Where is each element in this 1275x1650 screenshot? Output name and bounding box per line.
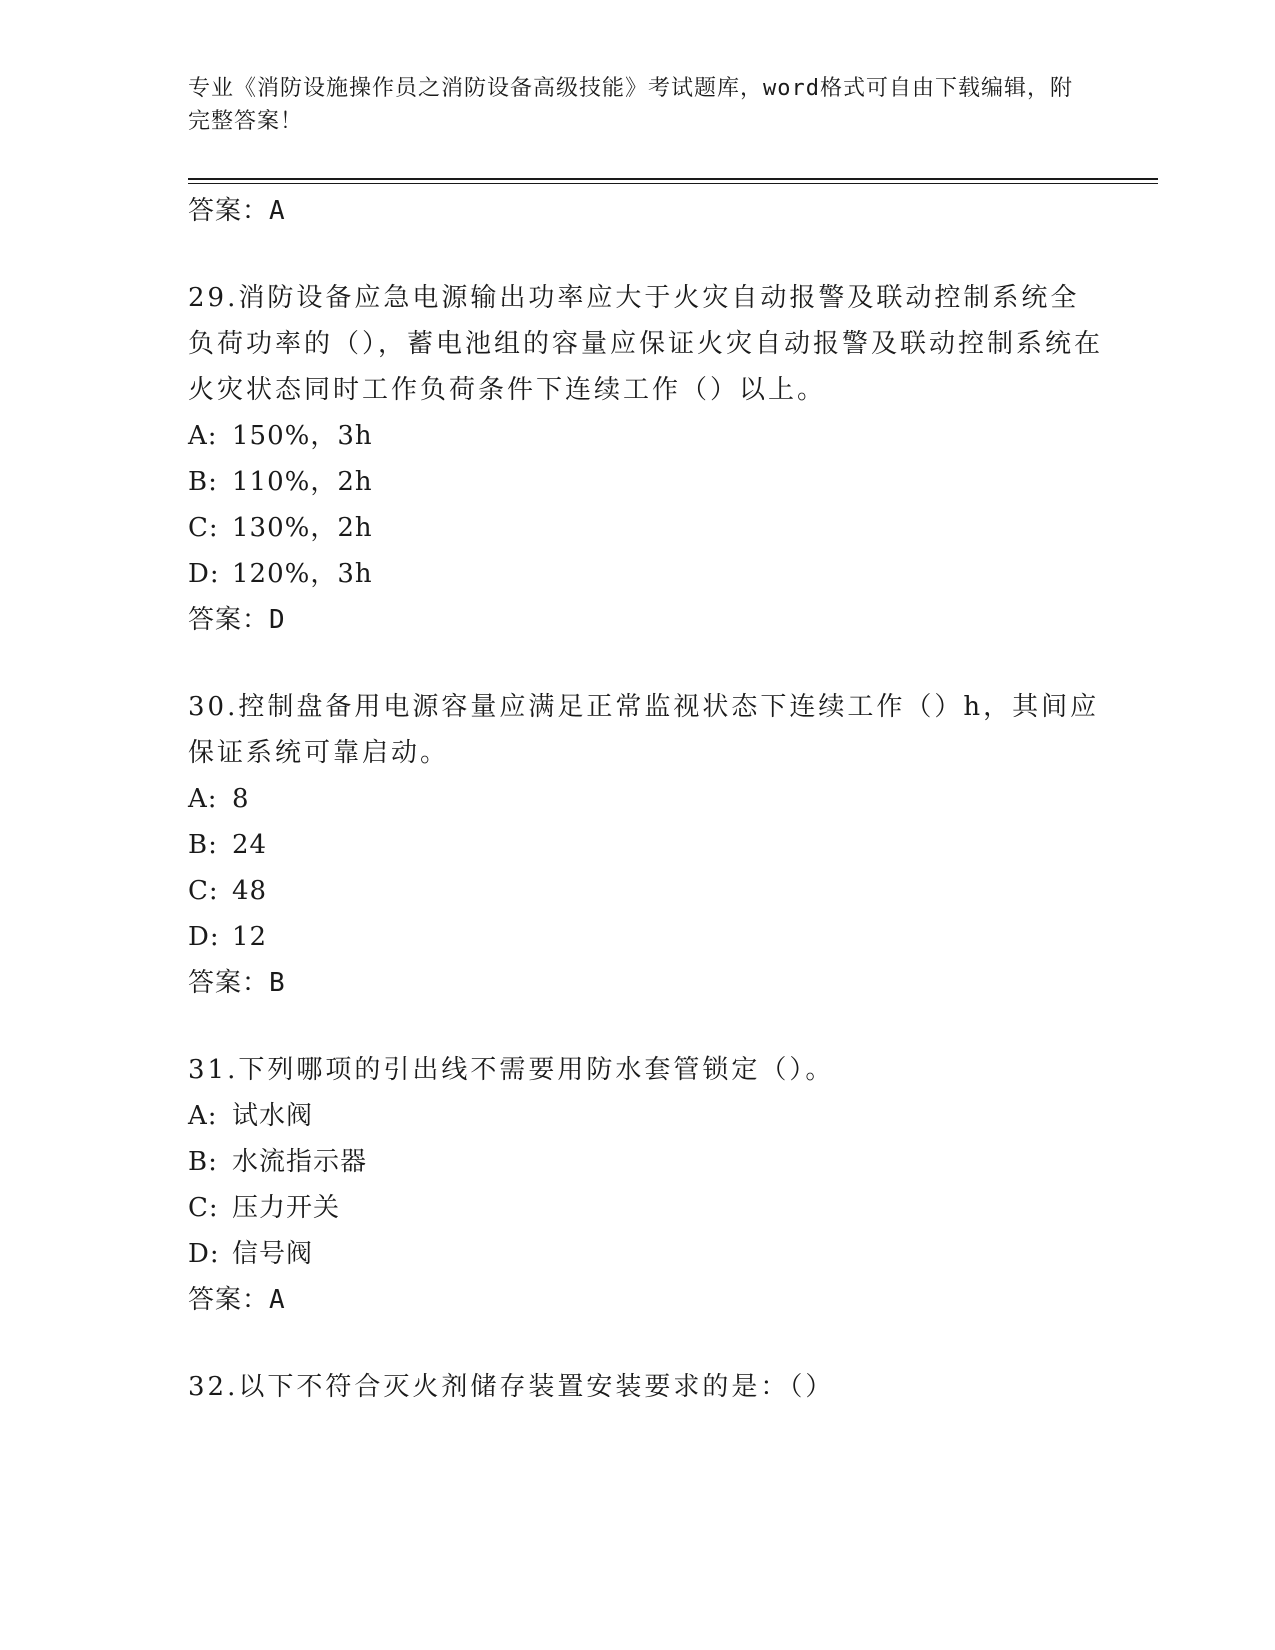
option-letter: A: [188, 421, 218, 451]
option-letter: A: [188, 1101, 218, 1131]
option-c [188, 505, 1108, 551]
question-block [188, 275, 1108, 643]
option-text: 12 [232, 922, 268, 952]
answer-line: 答案：A [188, 196, 286, 226]
header-rule-thin [188, 183, 1158, 184]
option-letter: D: [188, 559, 220, 589]
option-c [188, 868, 1108, 914]
option-a [188, 1093, 1108, 1139]
question-list [188, 188, 1108, 1410]
option-text: 24 [232, 830, 268, 860]
option-b [188, 459, 1108, 505]
option-text: 150%，3h [232, 421, 373, 451]
option-d [188, 1231, 1108, 1277]
option-text: 130%，2h [232, 513, 373, 543]
option-letter: C: [188, 513, 219, 543]
answer-line: 答案：B [188, 968, 286, 998]
answer-line: 答案：D [188, 605, 286, 635]
option-text: 压力开关 [232, 1193, 341, 1223]
option-letter: B: [188, 467, 218, 497]
answer-line: 答案：A [188, 1285, 286, 1315]
option-text: 试水阀 [232, 1101, 314, 1131]
option-text: 8 [232, 784, 250, 814]
option-d [188, 914, 1108, 960]
option-text: 120%，3h [232, 559, 373, 589]
option-c [188, 1185, 1108, 1231]
question-text: 30.控制盘备用电源容量应满足正常监视状态下连续工作（）h，其间应保证系统可靠启动。 [188, 692, 1100, 768]
option-letter: A: [188, 784, 218, 814]
question-block [188, 1047, 1108, 1323]
question-text: 32.以下不符合灭火剂储存装置安装要求的是：（） [188, 1372, 835, 1402]
option-letter: C: [188, 876, 219, 906]
option-letter: B: [188, 830, 218, 860]
option-letter: C: [188, 1193, 219, 1223]
question-text: 29.消防设备应急电源输出功率应大于火灾自动报警及联动控制系统全负荷功率的（），蓄电池组的容量应保证火灾自动报警及联动控制系统在火灾状态同时工作负荷条件下连续工作（）以上。 [188, 283, 1104, 405]
page-header-text: 专业《消防设施操作员之消防设备高级技能》考试题库，word格式可自由下载编辑，附完整答案！ [188, 76, 1073, 134]
header-rule-thick [188, 178, 1158, 180]
option-text: 水流指示器 [232, 1147, 368, 1177]
question-block [188, 1364, 1108, 1410]
option-d [188, 551, 1108, 597]
option-text: 信号阀 [232, 1239, 314, 1269]
option-a [188, 413, 1108, 459]
option-text: 48 [232, 876, 268, 906]
question-block [188, 684, 1108, 1006]
option-a [188, 776, 1108, 822]
option-letter: B: [188, 1147, 218, 1177]
option-b [188, 822, 1108, 868]
option-b [188, 1139, 1108, 1185]
option-letter: D: [188, 922, 220, 952]
option-text: 110%，2h [232, 467, 373, 497]
question-text: 31.下列哪项的引出线不需要用防水套管锁定（）。 [188, 1055, 835, 1085]
option-letter: D: [188, 1239, 220, 1269]
